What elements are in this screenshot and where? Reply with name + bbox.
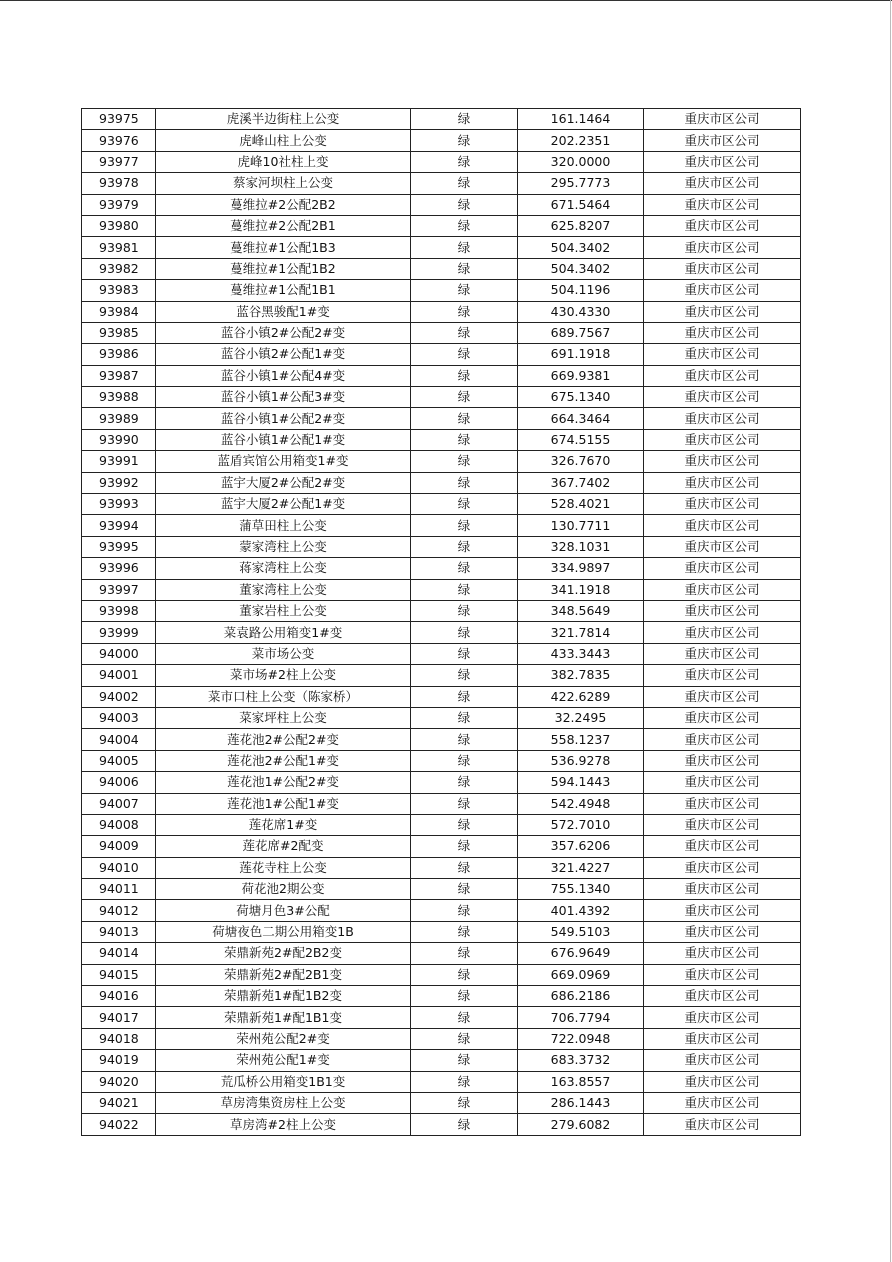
- value-cell: 664.3464: [518, 408, 644, 429]
- row-id-cell: 94006: [82, 772, 156, 793]
- company-cell: 重庆市区公司: [644, 344, 801, 365]
- value-cell: 689.7567: [518, 322, 644, 343]
- transformer-name-cell: 荣州苑公配1#变: [156, 1050, 411, 1071]
- row-id-cell: 93986: [82, 344, 156, 365]
- page-right-edge: [890, 0, 891, 1262]
- value-cell: 163.8557: [518, 1071, 644, 1092]
- row-id-cell: 93976: [82, 130, 156, 151]
- value-cell: 401.4392: [518, 900, 644, 921]
- transformer-name-cell: 蓝谷小镇2#公配2#变: [156, 322, 411, 343]
- transformer-name-cell: 蔓维拉#1公配1B1: [156, 280, 411, 301]
- row-id-cell: 93992: [82, 472, 156, 493]
- status-color-cell: 绿: [411, 921, 518, 942]
- transformer-name-cell: 莲花池2#公配2#变: [156, 729, 411, 750]
- table-row: [82, 622, 801, 643]
- transformer-name-cell: 草房湾集资房柱上公变: [156, 1092, 411, 1113]
- table-row: [82, 1071, 801, 1092]
- value-cell: 321.4227: [518, 857, 644, 878]
- row-id-cell: 94013: [82, 921, 156, 942]
- status-color-cell: 绿: [411, 836, 518, 857]
- status-color-cell: 绿: [411, 900, 518, 921]
- row-id-cell: 93988: [82, 387, 156, 408]
- company-cell: 重庆市区公司: [644, 536, 801, 557]
- transformer-name-cell: 荣鼎新苑1#配1B2变: [156, 986, 411, 1007]
- company-cell: 重庆市区公司: [644, 643, 801, 664]
- value-cell: 320.0000: [518, 151, 644, 172]
- value-cell: 572.7010: [518, 814, 644, 835]
- status-color-cell: 绿: [411, 643, 518, 664]
- row-id-cell: 93979: [82, 194, 156, 215]
- value-cell: 671.5464: [518, 194, 644, 215]
- company-cell: 重庆市区公司: [644, 472, 801, 493]
- transformer-name-cell: 蓝谷小镇1#公配4#变: [156, 365, 411, 386]
- value-cell: 674.5155: [518, 429, 644, 450]
- row-id-cell: 93978: [82, 173, 156, 194]
- status-color-cell: 绿: [411, 365, 518, 386]
- table-row: [82, 643, 801, 664]
- row-id-cell: 94016: [82, 986, 156, 1007]
- status-color-cell: 绿: [411, 579, 518, 600]
- company-cell: 重庆市区公司: [644, 280, 801, 301]
- company-cell: 重庆市区公司: [644, 109, 801, 130]
- data-table: [81, 108, 801, 1136]
- table-body: [82, 109, 801, 1136]
- row-id-cell: 94004: [82, 729, 156, 750]
- table-row: [82, 280, 801, 301]
- table-row: [82, 365, 801, 386]
- row-id-cell: 94014: [82, 943, 156, 964]
- table-row: [82, 579, 801, 600]
- company-cell: 重庆市区公司: [644, 151, 801, 172]
- transformer-name-cell: 莲花池1#公配1#变: [156, 793, 411, 814]
- status-color-cell: 绿: [411, 1092, 518, 1113]
- status-color-cell: 绿: [411, 964, 518, 985]
- status-color-cell: 绿: [411, 280, 518, 301]
- row-id-cell: 93995: [82, 536, 156, 557]
- value-cell: 321.7814: [518, 622, 644, 643]
- value-cell: 669.9381: [518, 365, 644, 386]
- value-cell: 536.9278: [518, 750, 644, 771]
- status-color-cell: 绿: [411, 237, 518, 258]
- transformer-name-cell: 草房湾#2柱上公变: [156, 1114, 411, 1135]
- company-cell: 重庆市区公司: [644, 215, 801, 236]
- table-row: [82, 793, 801, 814]
- status-color-cell: 绿: [411, 322, 518, 343]
- row-id-cell: 93990: [82, 429, 156, 450]
- status-color-cell: 绿: [411, 109, 518, 130]
- table-row: [82, 429, 801, 450]
- status-color-cell: 绿: [411, 707, 518, 728]
- row-id-cell: 93989: [82, 408, 156, 429]
- value-cell: 558.1237: [518, 729, 644, 750]
- table-row: [82, 750, 801, 771]
- table-row: [82, 258, 801, 279]
- status-color-cell: 绿: [411, 772, 518, 793]
- status-color-cell: 绿: [411, 258, 518, 279]
- row-id-cell: 94003: [82, 707, 156, 728]
- company-cell: 重庆市区公司: [644, 451, 801, 472]
- value-cell: 594.1443: [518, 772, 644, 793]
- row-id-cell: 94008: [82, 814, 156, 835]
- row-id-cell: 93987: [82, 365, 156, 386]
- row-id-cell: 93977: [82, 151, 156, 172]
- transformer-name-cell: 蔓维拉#1公配1B3: [156, 237, 411, 258]
- status-color-cell: 绿: [411, 429, 518, 450]
- company-cell: 重庆市区公司: [644, 1071, 801, 1092]
- transformer-name-cell: 荷塘夜色二期公用箱变1B: [156, 921, 411, 942]
- table-row: [82, 515, 801, 536]
- value-cell: 430.4330: [518, 301, 644, 322]
- company-cell: 重庆市区公司: [644, 879, 801, 900]
- transformer-name-cell: 蔓维拉#2公配2B1: [156, 215, 411, 236]
- table-row: [82, 237, 801, 258]
- company-cell: 重庆市区公司: [644, 130, 801, 151]
- row-id-cell: 94015: [82, 964, 156, 985]
- table-row: [82, 772, 801, 793]
- status-color-cell: 绿: [411, 1007, 518, 1028]
- transformer-name-cell: 蒲草田柱上公变: [156, 515, 411, 536]
- row-id-cell: 93975: [82, 109, 156, 130]
- row-id-cell: 94020: [82, 1071, 156, 1092]
- row-id-cell: 94017: [82, 1007, 156, 1028]
- transformer-name-cell: 荣鼎新苑2#配2B1变: [156, 964, 411, 985]
- table-row: [82, 686, 801, 707]
- company-cell: 重庆市区公司: [644, 600, 801, 621]
- value-cell: 675.1340: [518, 387, 644, 408]
- transformer-name-cell: 蒙家湾柱上公变: [156, 536, 411, 557]
- transformer-name-cell: 蒋家湾柱上公变: [156, 558, 411, 579]
- company-cell: 重庆市区公司: [644, 707, 801, 728]
- status-color-cell: 绿: [411, 173, 518, 194]
- table-row: [82, 387, 801, 408]
- table-row: [82, 729, 801, 750]
- value-cell: 422.6289: [518, 686, 644, 707]
- value-cell: 348.5649: [518, 600, 644, 621]
- table-row: [82, 836, 801, 857]
- value-cell: 32.2495: [518, 707, 644, 728]
- status-color-cell: 绿: [411, 536, 518, 557]
- company-cell: 重庆市区公司: [644, 793, 801, 814]
- company-cell: 重庆市区公司: [644, 258, 801, 279]
- table-row: [82, 194, 801, 215]
- transformer-name-cell: 莲花席1#变: [156, 814, 411, 835]
- company-cell: 重庆市区公司: [644, 1007, 801, 1028]
- value-cell: 433.3443: [518, 643, 644, 664]
- table-row: [82, 344, 801, 365]
- status-color-cell: 绿: [411, 344, 518, 365]
- transformer-name-cell: 蔓维拉#1公配1B2: [156, 258, 411, 279]
- value-cell: 528.4021: [518, 494, 644, 515]
- row-id-cell: 94007: [82, 793, 156, 814]
- company-cell: 重庆市区公司: [644, 729, 801, 750]
- status-color-cell: 绿: [411, 151, 518, 172]
- row-id-cell: 93985: [82, 322, 156, 343]
- table-row: [82, 130, 801, 151]
- row-id-cell: 93980: [82, 215, 156, 236]
- page-top-border: [0, 0, 892, 1]
- row-id-cell: 93998: [82, 600, 156, 621]
- table-row: [82, 964, 801, 985]
- transformer-name-cell: 荣鼎新苑2#配2B2变: [156, 943, 411, 964]
- table-row: [82, 986, 801, 1007]
- row-id-cell: 93994: [82, 515, 156, 536]
- table-row: [82, 665, 801, 686]
- value-cell: 691.1918: [518, 344, 644, 365]
- row-id-cell: 94009: [82, 836, 156, 857]
- transformer-name-cell: 蓝谷小镇1#公配2#变: [156, 408, 411, 429]
- transformer-name-cell: 虎溪半边街柱上公变: [156, 109, 411, 130]
- table-row: [82, 215, 801, 236]
- company-cell: 重庆市区公司: [644, 1092, 801, 1113]
- row-id-cell: 93983: [82, 280, 156, 301]
- transformer-name-cell: 虎峰山柱上公变: [156, 130, 411, 151]
- value-cell: 202.2351: [518, 130, 644, 151]
- transformer-name-cell: 菜市场公变: [156, 643, 411, 664]
- transformer-name-cell: 蓝谷黑骏配1#变: [156, 301, 411, 322]
- status-color-cell: 绿: [411, 729, 518, 750]
- value-cell: 676.9649: [518, 943, 644, 964]
- row-id-cell: 93984: [82, 301, 156, 322]
- status-color-cell: 绿: [411, 558, 518, 579]
- value-cell: 341.1918: [518, 579, 644, 600]
- table-row: [82, 814, 801, 835]
- company-cell: 重庆市区公司: [644, 857, 801, 878]
- table-row: [82, 1092, 801, 1113]
- table-row: [82, 151, 801, 172]
- value-cell: 669.0969: [518, 964, 644, 985]
- company-cell: 重庆市区公司: [644, 515, 801, 536]
- row-id-cell: 94005: [82, 750, 156, 771]
- transformer-name-cell: 蓝谷小镇1#公配1#变: [156, 429, 411, 450]
- row-id-cell: 94012: [82, 900, 156, 921]
- company-cell: 重庆市区公司: [644, 921, 801, 942]
- transformer-name-cell: 荣州苑公配2#变: [156, 1028, 411, 1049]
- value-cell: 130.7711: [518, 515, 644, 536]
- table-row: [82, 301, 801, 322]
- value-cell: 686.2186: [518, 986, 644, 1007]
- table-row: [82, 1007, 801, 1028]
- company-cell: 重庆市区公司: [644, 173, 801, 194]
- status-color-cell: 绿: [411, 215, 518, 236]
- table-row: [82, 1050, 801, 1071]
- status-color-cell: 绿: [411, 515, 518, 536]
- value-cell: 161.1464: [518, 109, 644, 130]
- status-color-cell: 绿: [411, 750, 518, 771]
- transformer-name-cell: 蓝宇大厦2#公配2#变: [156, 472, 411, 493]
- company-cell: 重庆市区公司: [644, 429, 801, 450]
- transformer-name-cell: 董家岩柱上公变: [156, 600, 411, 621]
- company-cell: 重庆市区公司: [644, 814, 801, 835]
- transformer-name-cell: 菜袁路公用箱变1#变: [156, 622, 411, 643]
- value-cell: 382.7835: [518, 665, 644, 686]
- status-color-cell: 绿: [411, 1050, 518, 1071]
- value-cell: 722.0948: [518, 1028, 644, 1049]
- transformer-name-cell: 蓝盾宾馆公用箱变1#变: [156, 451, 411, 472]
- status-color-cell: 绿: [411, 1028, 518, 1049]
- table-row: [82, 879, 801, 900]
- table-row: [82, 707, 801, 728]
- transformer-name-cell: 蔡家河坝柱上公变: [156, 173, 411, 194]
- company-cell: 重庆市区公司: [644, 301, 801, 322]
- status-color-cell: 绿: [411, 1071, 518, 1092]
- transformer-name-cell: 荷花池2期公变: [156, 879, 411, 900]
- company-cell: 重庆市区公司: [644, 322, 801, 343]
- table-row: [82, 536, 801, 557]
- status-color-cell: 绿: [411, 600, 518, 621]
- row-id-cell: 94002: [82, 686, 156, 707]
- table-row: [82, 472, 801, 493]
- status-color-cell: 绿: [411, 494, 518, 515]
- value-cell: 706.7794: [518, 1007, 644, 1028]
- value-cell: 755.1340: [518, 879, 644, 900]
- transformer-name-cell: 莲花席#2配变: [156, 836, 411, 857]
- transformer-name-cell: 荷塘月色3#公配: [156, 900, 411, 921]
- status-color-cell: 绿: [411, 686, 518, 707]
- company-cell: 重庆市区公司: [644, 964, 801, 985]
- company-cell: 重庆市区公司: [644, 387, 801, 408]
- status-color-cell: 绿: [411, 1114, 518, 1135]
- value-cell: 625.8207: [518, 215, 644, 236]
- row-id-cell: 94010: [82, 857, 156, 878]
- transformer-name-cell: 莲花池1#公配2#变: [156, 772, 411, 793]
- table-row: [82, 1114, 801, 1135]
- company-cell: 重庆市区公司: [644, 579, 801, 600]
- company-cell: 重庆市区公司: [644, 622, 801, 643]
- row-id-cell: 93982: [82, 258, 156, 279]
- value-cell: 334.9897: [518, 558, 644, 579]
- transformer-name-cell: 蔓维拉#2公配2B2: [156, 194, 411, 215]
- value-cell: 367.7402: [518, 472, 644, 493]
- company-cell: 重庆市区公司: [644, 194, 801, 215]
- row-id-cell: 93999: [82, 622, 156, 643]
- transformer-name-cell: 荣鼎新苑1#配1B1变: [156, 1007, 411, 1028]
- company-cell: 重庆市区公司: [644, 750, 801, 771]
- table-row: [82, 857, 801, 878]
- transformer-name-cell: 莲花寺柱上公变: [156, 857, 411, 878]
- status-color-cell: 绿: [411, 793, 518, 814]
- status-color-cell: 绿: [411, 665, 518, 686]
- transformer-name-cell: 菜市口柱上公变（陈家桥）: [156, 686, 411, 707]
- company-cell: 重庆市区公司: [644, 1028, 801, 1049]
- company-cell: 重庆市区公司: [644, 686, 801, 707]
- value-cell: 357.6206: [518, 836, 644, 857]
- value-cell: 326.7670: [518, 451, 644, 472]
- row-id-cell: 94018: [82, 1028, 156, 1049]
- value-cell: 504.3402: [518, 258, 644, 279]
- transformer-name-cell: 蓝宇大厦2#公配1#变: [156, 494, 411, 515]
- value-cell: 549.5103: [518, 921, 644, 942]
- company-cell: 重庆市区公司: [644, 1050, 801, 1071]
- table-row: [82, 494, 801, 515]
- company-cell: 重庆市区公司: [644, 237, 801, 258]
- row-id-cell: 94022: [82, 1114, 156, 1135]
- transformer-name-cell: 莲花池2#公配1#变: [156, 750, 411, 771]
- value-cell: 504.3402: [518, 237, 644, 258]
- row-id-cell: 94021: [82, 1092, 156, 1113]
- table-row: [82, 900, 801, 921]
- status-color-cell: 绿: [411, 943, 518, 964]
- row-id-cell: 94011: [82, 879, 156, 900]
- row-id-cell: 93993: [82, 494, 156, 515]
- company-cell: 重庆市区公司: [644, 943, 801, 964]
- table-row: [82, 408, 801, 429]
- status-color-cell: 绿: [411, 814, 518, 835]
- company-cell: 重庆市区公司: [644, 408, 801, 429]
- transformer-name-cell: 荒瓜桥公用箱变1B1变: [156, 1071, 411, 1092]
- value-cell: 279.6082: [518, 1114, 644, 1135]
- row-id-cell: 94001: [82, 665, 156, 686]
- table-row: [82, 558, 801, 579]
- company-cell: 重庆市区公司: [644, 558, 801, 579]
- row-id-cell: 93997: [82, 579, 156, 600]
- status-color-cell: 绿: [411, 472, 518, 493]
- table-row: [82, 921, 801, 942]
- company-cell: 重庆市区公司: [644, 772, 801, 793]
- transformer-name-cell: 虎峰10社柱上变: [156, 151, 411, 172]
- transformer-name-cell: 董家湾柱上公变: [156, 579, 411, 600]
- row-id-cell: 93991: [82, 451, 156, 472]
- company-cell: 重庆市区公司: [644, 900, 801, 921]
- transformer-name-cell: 菜市场#2柱上公变: [156, 665, 411, 686]
- value-cell: 328.1031: [518, 536, 644, 557]
- status-color-cell: 绿: [411, 387, 518, 408]
- company-cell: 重庆市区公司: [644, 365, 801, 386]
- row-id-cell: 94000: [82, 643, 156, 664]
- table-row: [82, 1028, 801, 1049]
- company-cell: 重庆市区公司: [644, 836, 801, 857]
- company-cell: 重庆市区公司: [644, 986, 801, 1007]
- status-color-cell: 绿: [411, 451, 518, 472]
- value-cell: 295.7773: [518, 173, 644, 194]
- status-color-cell: 绿: [411, 130, 518, 151]
- table-row: [82, 600, 801, 621]
- table-row: [82, 173, 801, 194]
- status-color-cell: 绿: [411, 408, 518, 429]
- row-id-cell: 93996: [82, 558, 156, 579]
- transformer-name-cell: 蓝谷小镇2#公配1#变: [156, 344, 411, 365]
- company-cell: 重庆市区公司: [644, 665, 801, 686]
- status-color-cell: 绿: [411, 857, 518, 878]
- table-row: [82, 943, 801, 964]
- value-cell: 286.1443: [518, 1092, 644, 1113]
- company-cell: 重庆市区公司: [644, 1114, 801, 1135]
- status-color-cell: 绿: [411, 622, 518, 643]
- table-row: [82, 322, 801, 343]
- value-cell: 683.3732: [518, 1050, 644, 1071]
- status-color-cell: 绿: [411, 986, 518, 1007]
- status-color-cell: 绿: [411, 879, 518, 900]
- transformer-name-cell: 菜家坪柱上公变: [156, 707, 411, 728]
- company-cell: 重庆市区公司: [644, 494, 801, 515]
- table-row: [82, 109, 801, 130]
- row-id-cell: 93981: [82, 237, 156, 258]
- transformer-name-cell: 蓝谷小镇1#公配3#变: [156, 387, 411, 408]
- row-id-cell: 94019: [82, 1050, 156, 1071]
- status-color-cell: 绿: [411, 301, 518, 322]
- table-row: [82, 451, 801, 472]
- value-cell: 504.1196: [518, 280, 644, 301]
- status-color-cell: 绿: [411, 194, 518, 215]
- value-cell: 542.4948: [518, 793, 644, 814]
